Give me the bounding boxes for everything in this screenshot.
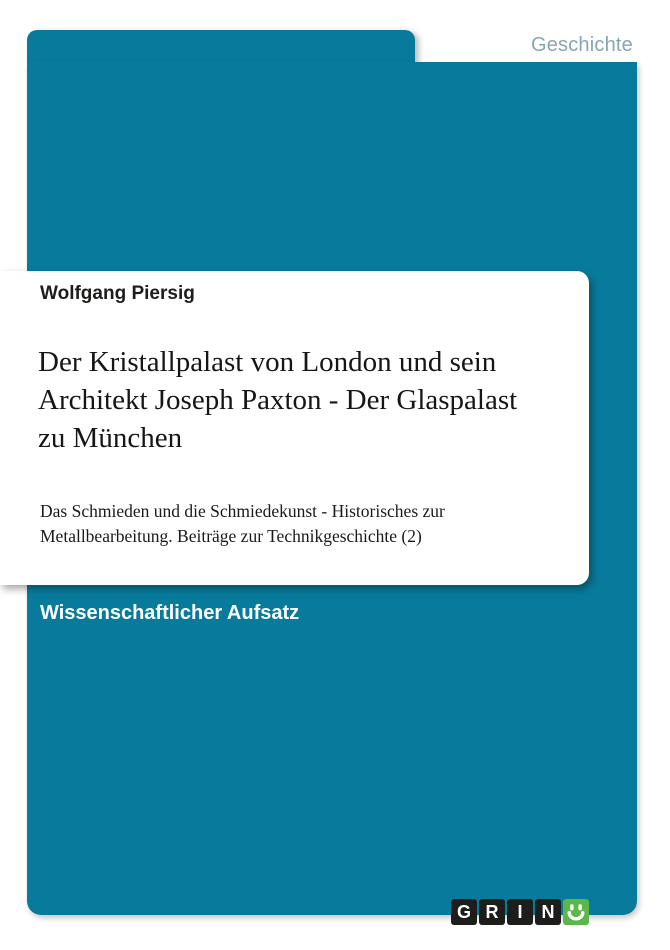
author-name: Wolfgang Piersig [40,283,195,304]
subtitle-line: Das Schmieden und die Schmiedekunst - Historisches zur [40,501,445,521]
logo-letter-tile: G [451,899,477,925]
title-line: Architekt Joseph Paxton - Der Glaspalast [38,384,518,416]
logo-letter-tile: R [479,899,505,925]
document-type-label: Wissenschaftlicher Aufsatz [40,602,300,624]
book-subtitle [40,499,445,549]
subtitle-line: Metallbearbeitung. Beiträge zur Technikgeschichte (2) [40,526,422,546]
grin-logo [451,899,589,925]
logo-letter-tile: I [507,899,533,925]
category-tab [27,30,415,64]
category-label: Geschichte [530,34,633,56]
title-line: Der Kristallpalast von London und sein [38,346,497,378]
smiley-face-icon [563,899,589,925]
title-panel [0,271,589,585]
logo-smiley-tile [563,899,589,925]
title-line: zu München [38,422,183,454]
logo-letter-tile: N [535,899,561,925]
book-title [38,343,517,457]
